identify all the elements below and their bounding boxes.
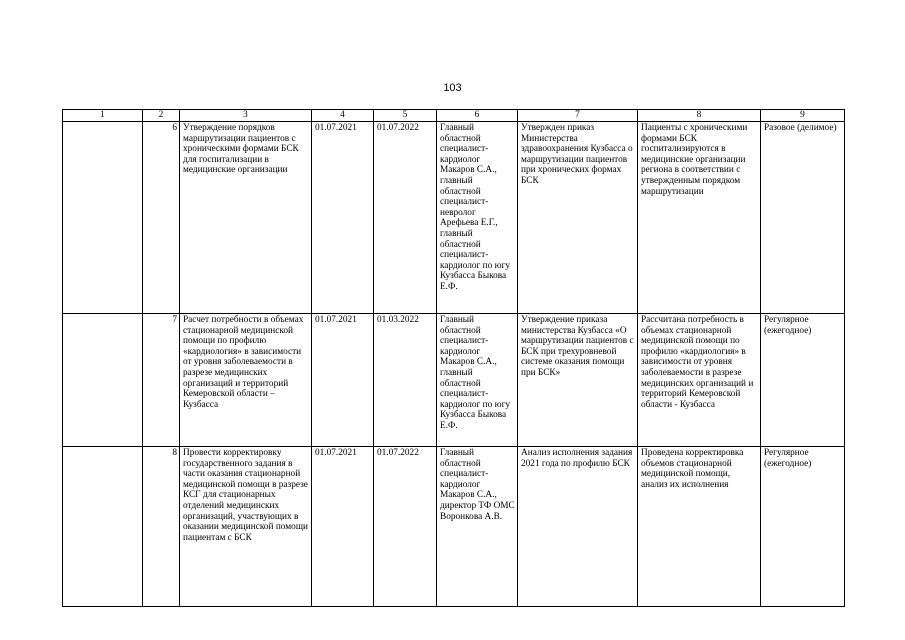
cell-start-date: 01.07.2021: [312, 122, 374, 314]
cell-responsible: Главный областной специалист-кардиолог Макаров С.А., директор ТФ ОМС Воронкова А.В.: [437, 447, 518, 607]
cell-number: 8: [143, 447, 180, 607]
cell-indicator: Пациенты с хроническими формами БСК госпитализируются в медицинские организации региона в соответствии с утвержденным порядком маршрутизации: [638, 122, 761, 314]
cell-end-date: 01.07.2022: [374, 122, 437, 314]
cell-result: Утвержден приказ Министерства здравоохранения Кузбасса о маршрутизации пациентов при хронических формах БСК: [518, 122, 638, 314]
column-header: 6: [437, 110, 518, 122]
cell-measure: Провести корректировку государственного задания в части оказания стационарной медицинской помощи в разрезе КСГ для стационарных отделений медицинских организаций, участвующих в оказании медицинской помощи пациентам с БСК: [180, 447, 312, 607]
page-number: 103: [443, 82, 462, 94]
cell-indicator: Рассчитана потребность в объемах стационарной медицинской помощи по профилю «кардиология» в зависимости от уровня заболеваемости в разрезе медицинских организаций и территорий Кемеровской области - Кузбасса: [638, 314, 761, 447]
cell-measure: Расчет потребности в объемах стационарной медицинской помощи по профилю «кардиология» в зависимости от уровня заболеваемости в разрезе медицинских организаций и территорий Кемеровской области – Кузбасса: [180, 314, 312, 447]
cell-number: 7: [143, 314, 180, 447]
cell-type: Регулярное (ежегодное): [761, 314, 845, 447]
column-header: 5: [374, 110, 437, 122]
cell-indicator: Проведена корректировка объемов стационарной медицинской помощи, анализ их исполнения: [638, 447, 761, 607]
header-row: [63, 110, 845, 122]
column-header: 4: [312, 110, 374, 122]
cell-start-date: 01.07.2021: [312, 314, 374, 447]
cell-responsible: Главный областной специалист-кардиолог Макаров С.А., главный областной специалист-кардиолог по югу Кузбасса Быкова Е.Ф.: [437, 314, 518, 447]
table-row: [63, 447, 845, 607]
column-header: 3: [180, 110, 312, 122]
cell-result: Утверждение приказа министерства Кузбасса «О маршрутизации пациентов с БСК при трехуровневой системе оказания помощи при БСК»: [518, 314, 638, 447]
plan-table: [62, 109, 845, 607]
cell-col1: [63, 314, 143, 447]
cell-end-date: 01.03.2022: [374, 314, 437, 447]
table-row: [63, 314, 845, 447]
cell-type: Регулярное (ежегодное): [761, 447, 845, 607]
column-header: 8: [638, 110, 761, 122]
cell-responsible: Главный областной специалист-кардиолог Макаров С.А., главный областной специалист-невролог Арефьева Е.Г., главный областной специалист-кардиолог по югу Кузбасса Быкова Е.Ф.: [437, 122, 518, 314]
cell-type: Разовое (делимое): [761, 122, 845, 314]
column-header: 9: [761, 110, 845, 122]
column-header: 2: [143, 110, 180, 122]
cell-col1: [63, 122, 143, 314]
column-header: 1: [63, 110, 143, 122]
cell-col1: [63, 447, 143, 607]
cell-number: 6: [143, 122, 180, 314]
cell-measure: Утверждение порядков маршрутизации пациентов с хроническими формами БСК для госпитализации в медицинские организации: [180, 122, 312, 314]
table-row: [63, 122, 845, 314]
cell-result: Анализ исполнения задания 2021 года по профилю БСК: [518, 447, 638, 607]
column-header: 7: [518, 110, 638, 122]
cell-end-date: 01.07.2022: [374, 447, 437, 607]
cell-start-date: 01.07.2021: [312, 447, 374, 607]
